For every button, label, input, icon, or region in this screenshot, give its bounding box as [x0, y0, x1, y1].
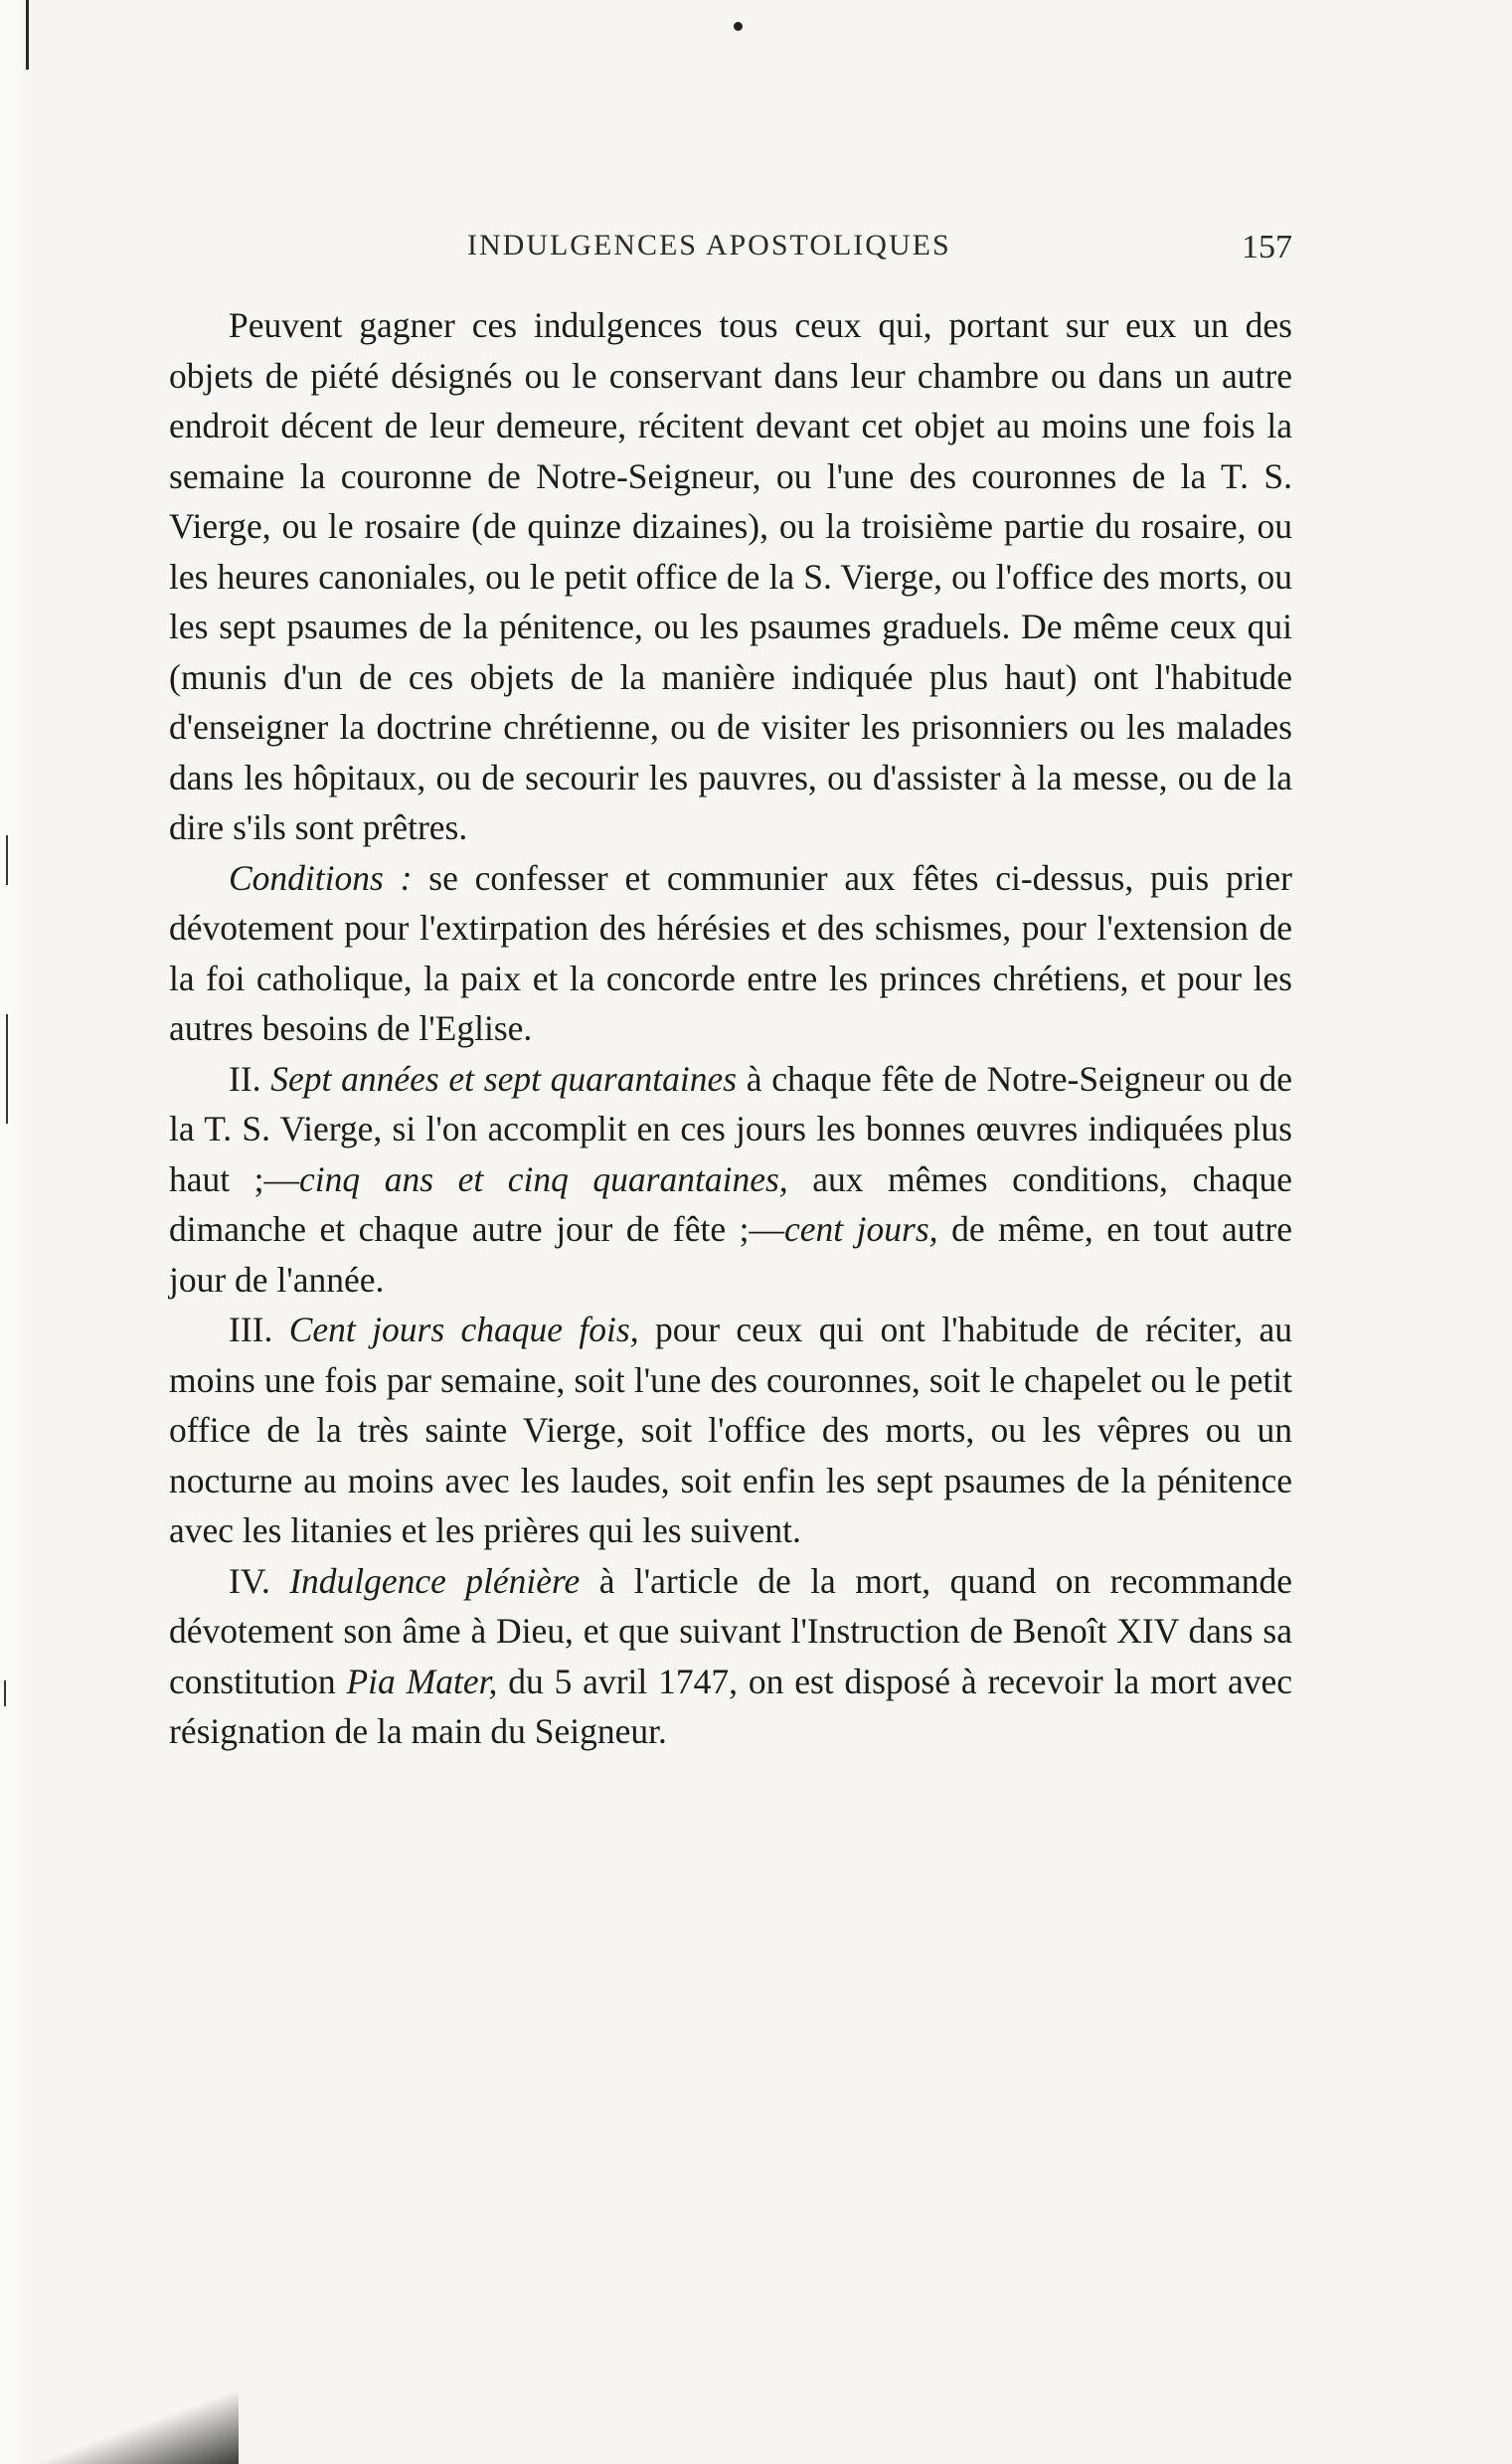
- page-number: 157: [1242, 229, 1292, 265]
- paragraph-text: à l'article de la mort, quand on recommande dévotement son âme à Dieu, et que suivant l'Instruction de Benoît XIV dans sa constitution: [169, 1560, 1293, 1701]
- paragraph-text: pour ceux qui ont l'habitude de réciter, au moins une fois par semaine, soit l'une des couronnes, soit le chapelet ou le petit office de la très sainte Vierge, soit l'office des morts, ou les vêpres ou un nocturne au moins avec les laudes, soit enfin les sept psaumes de la pénitence avec les litanies et les prières qui les suivent.: [169, 1310, 1292, 1550]
- italic-phrase: cent jours,: [784, 1209, 938, 1249]
- italic-phrase: Cent jours chaque fois,: [288, 1310, 639, 1349]
- paragraph-1-text: Peuvent gagner ces indulgences tous ceux qui, portant sur eux un des objets de piété désignés ou le conservant dans leur chambre ou dans un autre endroit décent de leur demeure, récitent devant cet objet au moins une fois la semaine la couronne de Notre-Seigneur, ou l'une des couronnes de la T. S. Vierge, ou le rosaire (de quinze dizaines), ou la troisième partie du rosaire, ou les heures canoniales, ou le petit office de la S. Vierge, ou l'office des morts, ou les sept psaumes de la pénitence, ou les psaumes graduels. De même ceux qui (munis d'un de ces objets de la manière indiquée plus haut) ont l'habitude d'enseigner la doctrine chrétienne, ou de visiter les prisonniers ou les malades dans les hôpitaux, ou de secourir les pauvres, ou d'assister à la messe, ou de la dire s'ils sont prêtres.: [169, 305, 1292, 847]
- section-number: III.: [229, 1310, 289, 1349]
- paragraph-text: de même, en tout autre jour de l'année.: [169, 1209, 1292, 1300]
- paragraph-iii: [169, 1305, 1292, 1556]
- conditions-text: se confesser et communier aux fêtes ci-dessus, puis prier dévotement pour l'extirpation des hérésies et des schismes, pour l'extension de la foi catholique, la paix et la concorde entre les princes chrétiens, et pour les autres besoins de l'Eglise.: [169, 857, 1292, 1048]
- italic-phrase: Pia Mater,: [346, 1661, 498, 1701]
- conditions-label: Conditions :: [229, 857, 413, 898]
- italic-phrase: Sept années et sept quarantaines: [270, 1058, 738, 1099]
- paragraph-conditions: [169, 853, 1292, 1054]
- italic-phrase: Indulgence plénière: [289, 1560, 581, 1601]
- scan-edge: [0, 0, 34, 2464]
- paragraph-text: à chaque fête de Notre-Seigneur ou de la T. S. Vierge, si l'on accomplit en ces jours les bonnes œuvres indiquées plus haut ;—: [169, 1058, 1292, 1199]
- section-number: II.: [229, 1058, 271, 1099]
- scan-mark: [6, 1014, 8, 1124]
- ink-dot: [734, 22, 743, 31]
- italic-phrase: cinq ans et cinq quarantaines,: [299, 1158, 788, 1199]
- scan-mark: [4, 1680, 6, 1706]
- paragraph-text: aux mêmes conditions, chaque dimanche et chaque autre jour de fête ;—: [169, 1158, 1292, 1249]
- scan-corner-shadow: [0, 2384, 239, 2464]
- scan-mark: [6, 835, 8, 885]
- scan-mark: [26, 0, 29, 70]
- paragraph-text: du 5 avril 1747, on est disposé à recevoir la mort avec résignation de la main du Seigneur.: [169, 1661, 1292, 1751]
- paragraph-1: [169, 300, 1292, 853]
- paragraph-iv: [169, 1556, 1292, 1757]
- section-number: IV.: [229, 1560, 290, 1601]
- running-head: [169, 229, 1292, 268]
- paragraph-ii: [169, 1054, 1292, 1306]
- body-text: [169, 300, 1292, 1757]
- running-title: INDULGENCES APOSTOLIQUES: [467, 229, 951, 262]
